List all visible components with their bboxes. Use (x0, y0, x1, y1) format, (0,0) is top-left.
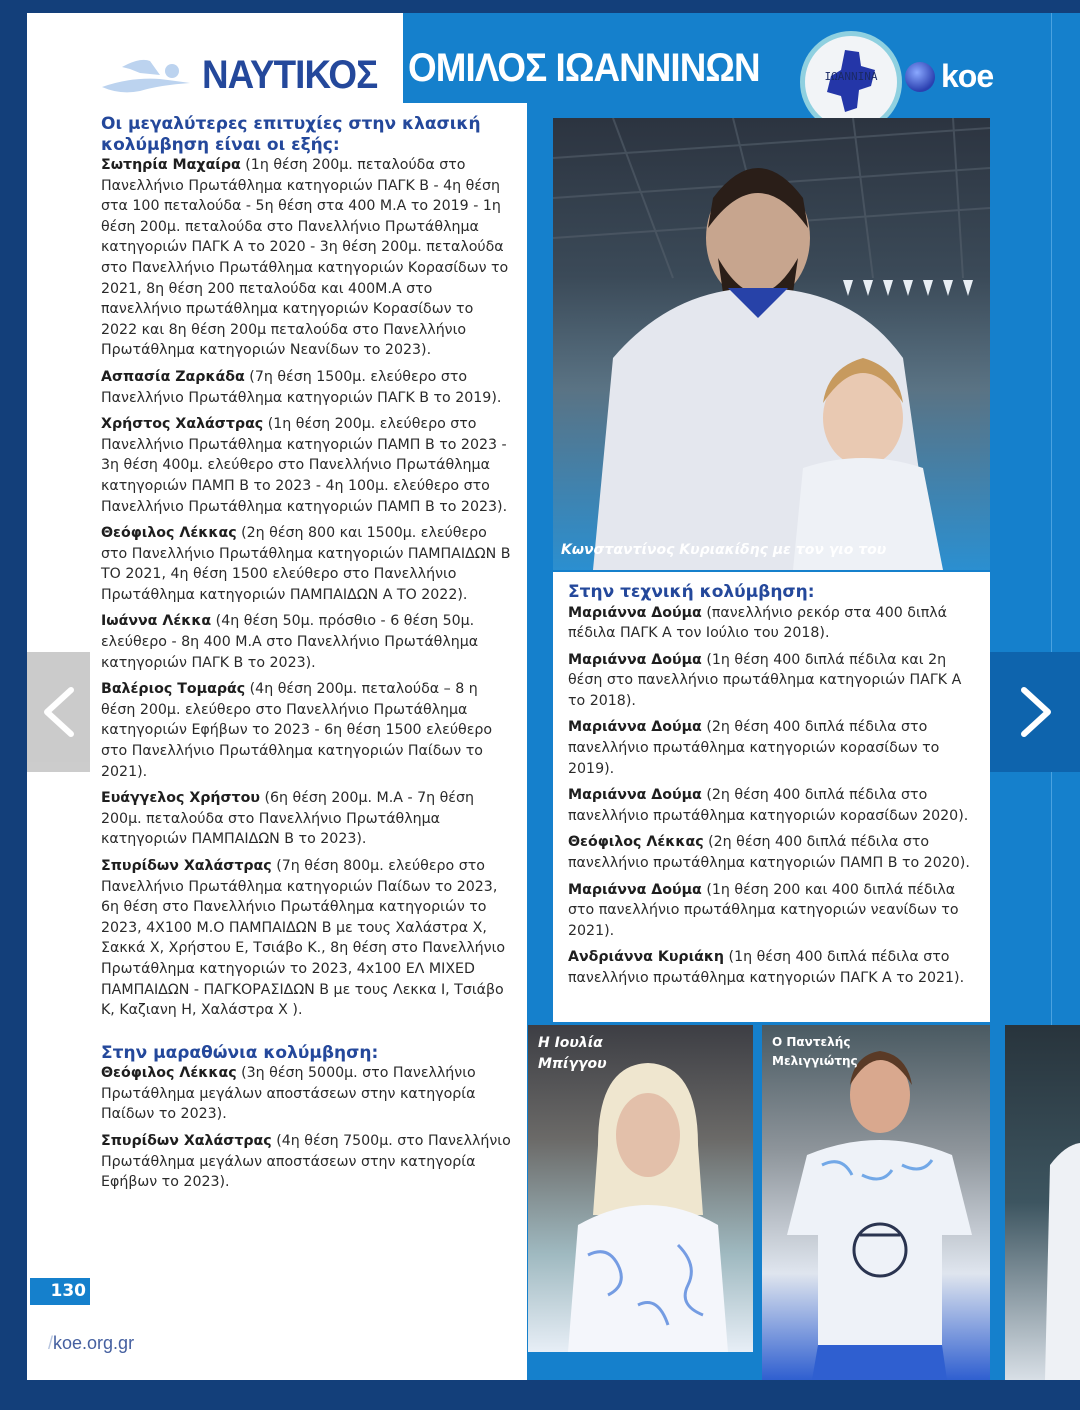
technical-section-title: Στην τεχνική κολύμβηση: (568, 582, 815, 602)
main-photo-caption: Κωνσταντίνος Κυριακίδης με τον γιο του (561, 542, 887, 558)
chevron-right-icon (1018, 686, 1054, 738)
achievement-text: (7η θέση 800μ. ελεύθερο στο Πανελλήνιο Πρωτάθλημα κατηγοριών Παίδων το 2023, 6η θέση στο Πανελλήνιο Πρωτάθλημα κατηγοριών το 2023, 4Χ100 Μ.Ο ΠΑΜΠΑΙΔΩΝ Β με τους Χαλάστρα Χ, Σακκά Χ, Χρήστου Ε, Τσιάβο Κ., 8η θέση στο Πανελλήνιο Πρωτάθλημα κατηγοριών το 2023, 4x100 ΕΛ MIXED ΠΑΜΠΑΙΔΩΝ - ΠΑΓΚΟΡΑΣΙΔΩΝ Β με τους Λεκκα Ι, Τσιάβο Κ, Καζιανη Η, Χαλάστρα Χ ). (101, 858, 506, 1019)
achievement-text: (1η θέση 200μ. ελεύθερο στο Πανελλήνιο Πρωτάθλημα κατηγοριών ΠΑΜΠ Β το 2023 - 3η θέση 400μ. ελεύθερο στο Πανελλήνιο Πρωτάθλημα κατηγοριών ΠΑΜΠ Β το 2023 - 4η 100μ. ελεύθερο στο Πανελλήνιο Πρωτάθλημα κατηγοριών ΠΑΜΠ Β το 2023). (101, 416, 508, 515)
photo-b-caption (772, 1033, 858, 1071)
achievement-text: (πανελλήνιο ρεκόρ στα 400 διπλά πέδιλα ΠΑΓΚ Α τον Ιούλιο του 2018). (568, 604, 948, 642)
achievement-entry (101, 788, 513, 850)
achievement-text: (7η θέση 1500μ. ελεύθερο στο Πανελλήνιο Πρωτάθλημα κατηγοριών ΠΑΓΚ Β το 2019). (101, 368, 502, 406)
site-url: koe.org.gr (53, 1333, 135, 1353)
achievement-text: (2η θέση 400 διπλά πέδιλα στο πανελλήνιο πρωτάθλημα κατηγοριών ΠΑΜΠ Β το 2020). (568, 834, 970, 872)
achievement-text: (1η θέση 400 διπλά πέδιλα στο πανελλήνιο πρωτάθλημα κατηγοριών ΠΑΓΚ Α το 2021). (568, 949, 965, 986)
athlete-name: Μαριάννα Δούμα (568, 881, 702, 898)
site-slash: / (48, 1333, 54, 1353)
achievement-entry (101, 611, 513, 673)
athlete-name: Ανδριάννα Κυριάκη (568, 949, 725, 966)
photo-placeholder-art (1005, 1025, 1080, 1380)
achievement-text: (1η θέση 400 διπλά πέδιλα και 2η θέση στο πανελλήνιο πρωτάθλημα κατηγοριών ΠΑΓΚ Α το 2018). (568, 651, 962, 709)
achievement-entry (568, 880, 982, 942)
classic-list (101, 155, 513, 1021)
achievement-entry (568, 603, 982, 644)
koe-brand: koe (941, 58, 994, 94)
achievement-entry (101, 856, 513, 1021)
classic-section-title: Οι μεγαλύτερες επιτυχίες στην κλασική κολύμβηση είναι οι εξής: (101, 114, 481, 155)
achievement-entry (568, 947, 982, 988)
achievement-text: (2η θέση 400 διπλά πέδιλα στο πανελλήνιο πρωτάθλημα κατηγοριών κορασίδων 2020). (568, 787, 969, 824)
photo-pantelis-meliggiotis (762, 1025, 990, 1380)
marathon-list (101, 1063, 513, 1193)
koe-ball-icon (905, 62, 935, 92)
athlete-name: Ευάγγελος Χρήστου (101, 790, 260, 807)
athlete-name: Ιωάννα Λέκκα (101, 613, 212, 630)
achievement-entry (568, 717, 982, 779)
athlete-name: Χρήστος Χαλάστρας (101, 416, 264, 433)
chevron-left-icon (41, 686, 77, 738)
photo-partial-next (1005, 1025, 1080, 1380)
photo-placeholder-art (553, 118, 990, 570)
achievement-text: (2η θέση 400 διπλά πέδιλα στο πανελλήνιο πρωτάθλημα κατηγοριών κορασίδων το 2019). (568, 719, 940, 777)
achievement-text: (4η θέση 200μ. πεταλούδα – 8 η θέση 200μ. ελεύθερο στο Πανελλήνιο Πρωτάθλημα κατηγοριών Εφήβων το 2023 - 6η θέση 1500 ελεύθερο στο Πανελλήνιο Πρωτάθλημα κατηγοριών Παίδων το 2021). (101, 681, 493, 780)
achievement-entry (568, 832, 982, 873)
photo-b-caption-line1: Ο Παντελής (772, 1035, 851, 1049)
achievement-text: (4η θέση 50μ. πρόσθιο - 6 θέση 50μ. ελεύθερο - 8η 400 Μ.Α στο Πανελλήνιο Πρωτάθλημα κατηγοριών ΠΑΓΚ Β το 2023). (101, 613, 479, 671)
marathon-section-title: Στην μαραθώνια κολύμβηση: (101, 1042, 379, 1063)
athlete-name: Μαριάννα Δούμα (568, 651, 702, 668)
emblem-text: ΙΩΑΝΝΙΝΑ (824, 70, 878, 83)
achievement-entry (101, 1063, 513, 1125)
koe-logo (905, 58, 993, 95)
achievement-entry (101, 523, 513, 605)
achievement-text: (1η θέση 200 και 400 διπλά πέδιλα στο πανελλήνιο πρωτάθλημα κατηγοριών νεανίδων το 2021). (568, 881, 959, 939)
title-part-1: ΝΑΥΤΙΚΟΣ (202, 52, 378, 97)
achievement-text: (1η θέση 200μ. πεταλούδα στο Πανελλήνιο Πρωτάθλημα κατηγοριών ΠΑΓΚ Β - 4η θέση στα 100 πεταλούδα - 5η θέση στα 400 Μ.Α το 2019 - 1η θέση 200μ. πεταλούδα στο Πανελλήνιο Πρωτάθλημα κατηγοριών ΠΑΓΚ Α το 2020 - 3η θέση 200μ. πεταλούδα στο Πανελλήνιο Πρωτάθλημα κατηγοριών Κορασίδων το 2021, 8η θέση 200 πεταλούδα και 400Μ.Α στο πανελλήνιο πρωτάθλημα κατηγοριών Κορασίδων το 2022 και 8η θέση 200μ πεταλούδα στο Πανελλήνιο Πρωτάθλημα κατηγοριών Νεανίδων το 2023). (101, 157, 509, 359)
photo-placeholder-art (762, 1025, 990, 1380)
photo-coach-with-son (553, 118, 990, 570)
page-number: 130 (30, 1278, 90, 1305)
previous-page-button[interactable] (27, 652, 90, 772)
athlete-name: Θεόφιλος Λέκκας (101, 1065, 237, 1082)
technical-box (553, 572, 990, 1022)
photo-a-caption-line1: Η Ιουλία (538, 1035, 603, 1051)
athlete-name: Μαριάννα Δούμα (568, 787, 702, 804)
achievement-entry (568, 650, 982, 712)
achievement-text: (4η θέση 7500μ. στο Πανελλήνιο Πρωτάθλημα μεγάλων αποστάσεων στην κατηγορία Εφήβων το 2023). (101, 1133, 511, 1191)
technical-list (568, 603, 982, 989)
club-emblem (805, 36, 897, 128)
athlete-name: Μαριάννα Δούμα (568, 604, 702, 621)
achievement-entry (568, 785, 982, 826)
photo-b-caption-line2: Μελιγγιώτης (772, 1054, 858, 1068)
athlete-name: Βαλέριος Τομαράς (101, 681, 246, 698)
achievement-text: (2η θέση 800 και 1500μ. ελεύθερο στο Πανελλήνιο Πρωτάθλημα κατηγοριών ΠΑΜΠΑΙΔΩΝ Β ΤΟ 2021, 4η θέση 1500 ελεύθερο στο Πανελλήνιο Πρωτάθλημα κατηγοριών ΠΑΜΠΑΙΔΩΝ Α ΤΟ 2022). (101, 525, 511, 603)
photo-a-caption-line2: Μπίγγου (538, 1056, 607, 1072)
achievement-text: (6η θέση 200μ. Μ.Α - 7η θέση 200μ. πεταλούδα στο Πανελλήνιο Πρωτάθλημα κατηγοριών ΠΑΜΠΑΙΔΩΝ Β το 2023). (101, 790, 474, 848)
achievement-text: (3η θέση 5000μ. στο Πανελλήνιο Πρωτάθλημα μεγάλων αποστάσεων στην κατηγορία Παίδων το 2023). (101, 1065, 476, 1123)
next-page-button[interactable] (990, 652, 1080, 772)
athlete-name: Ασπασία Ζαρκάδα (101, 368, 245, 385)
site-link[interactable] (48, 1333, 134, 1354)
photo-a-caption (538, 1033, 607, 1075)
athlete-name: Θεόφιλος Λέκκας (568, 834, 704, 851)
title-part-2: ΟΜΙΛΟΣ ΙΩΑΝΝΙΝΩΝ (408, 46, 760, 90)
achievement-entry (101, 155, 513, 361)
achievement-entry (101, 367, 513, 408)
athlete-name: Σπυρίδων Χαλάστρας (101, 1133, 272, 1150)
page-header (100, 40, 393, 110)
achievement-entry (101, 414, 513, 517)
achievement-entry (101, 679, 513, 782)
swimmer-icon (100, 51, 192, 99)
achievement-entry (101, 1131, 513, 1193)
left-column (101, 114, 513, 1199)
athlete-name: Μαριάννα Δούμα (568, 719, 702, 736)
athlete-name: Σπυρίδων Χαλάστρας (101, 858, 272, 874)
athlete-name: Σωτηρία Μαχαίρα (101, 157, 241, 173)
photo-ioulia-mpiggou (528, 1025, 753, 1352)
athlete-name: Θεόφιλος Λέκκας (101, 525, 237, 542)
